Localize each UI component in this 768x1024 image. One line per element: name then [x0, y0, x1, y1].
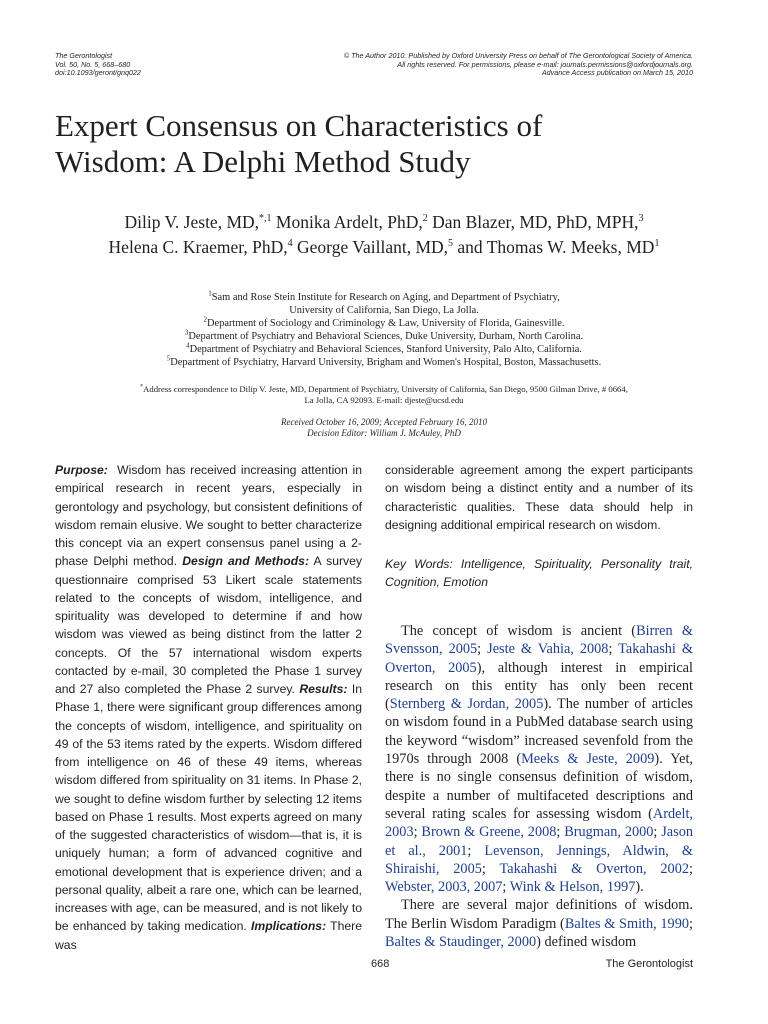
- affiliation-line: $^5$Department of Psychiatry, Harvard University, Brigham and Women's Hospital, Boston, Massachusetts.: [166, 354, 602, 368]
- author-sup: 4: [287, 238, 293, 250]
- doi: doi:10.1093/geront/gnq022: [55, 68, 141, 78]
- implications-label: Implications:: [250, 919, 327, 934]
- copyright-notice: [344, 52, 693, 78]
- citation-link[interactable]: Jeste & Vahia, 2008: [487, 641, 609, 658]
- body-text-run: ). Yet, there is no single consensus definition of wisdom, despite a number of multifaceted descriptions and several rating scales for assessing wisdom (: [385, 751, 693, 822]
- correspondence-note: *Address correspondence to Dilip V. Jeste, MD, Department of Psychiatry, University of California, San Diego, 9500 Gilman Drive, # 0664, La Jolla, CA 92093. E-mail: djeste@ucsd.edu: [140, 383, 628, 405]
- citation-link[interactable]: Webster, 2003, 2007: [385, 879, 503, 896]
- author-name: and Thomas W. Meeks, MD: [457, 237, 655, 257]
- author-sup: 2: [422, 213, 428, 225]
- author-name: Dan Blazer, MD, PhD, MPH,: [432, 212, 639, 232]
- affiliations: [60, 289, 708, 369]
- body-text-run: ;: [689, 860, 693, 877]
- body-text: [385, 622, 693, 951]
- citation-link[interactable]: Birren & Svensson, 2005: [385, 623, 693, 658]
- permissions-line: All rights reserved. For permissions, please e-mail: journals.permissions@oxfordjournals.org.: [397, 59, 693, 69]
- citation-link[interactable]: Takahashi & Overton, 2002: [499, 860, 690, 877]
- body-text-run: The concept of wisdom is ancient (: [401, 623, 637, 639]
- body-text-run: ;: [689, 915, 693, 932]
- intro-paragraph-2: [385, 896, 693, 951]
- body-text-run: ). The number of articles on wisdom found in a PubMed database search using the keyword “wisdom” increased sevenfold from the 1970s through 2008 (: [385, 696, 693, 768]
- author-name: Dilip V. Jeste, MD,: [124, 212, 260, 232]
- citation-link[interactable]: Ardelt, 2003: [385, 805, 693, 841]
- body-text-run: ).: [635, 879, 644, 896]
- title-line-2: Wisdom: A Delphi Method Study: [55, 144, 471, 179]
- author-sup: *,1: [259, 213, 272, 225]
- author-name: Monika Ardelt, PhD,: [275, 212, 423, 232]
- results-label: Results:: [299, 682, 348, 696]
- author-name: George Vaillant, MD,: [297, 237, 449, 257]
- author-sup: 5: [448, 238, 454, 250]
- citation-link[interactable]: Levenson, Jennings, Aldwin, & Shiraishi, 2005: [385, 842, 693, 877]
- author-sup: 1: [654, 238, 660, 250]
- affiliation-line: $^4$Department of Psychiatry and Behavioral Sciences, Stanford University, Palo Alto, California.: [186, 341, 582, 355]
- affiliation-line: University of California, San Diego, La Jolla.: [289, 304, 479, 316]
- page-number: 668: [371, 958, 390, 970]
- author-list: [40, 210, 728, 260]
- citation-link[interactable]: Brown & Greene, 2008: [421, 824, 557, 841]
- affiliation-line: $^1$Sam and Rose Stein Institute for Research on Aging, and Department of Psychiatry,: [208, 289, 560, 303]
- citation-link[interactable]: Takahashi & Overton, 2005: [385, 641, 693, 676]
- citation-link[interactable]: Brugman, 2000: [564, 824, 654, 841]
- intro-paragraph-1: [385, 622, 693, 896]
- citation-link[interactable]: Baltes & Smith, 1990: [564, 915, 690, 932]
- received-line: Received October 16, 2009; Accepted February 16, 2010: [280, 417, 487, 427]
- body-text-run: ;: [653, 824, 662, 841]
- article-title: [55, 108, 715, 180]
- body-text-run: ;: [477, 641, 488, 658]
- purpose-text: Wisdom has received increasing attention in empirical research in recent years, especially in gerontology and psychology, but consistent definitions of wisdom remain elusive. We sought to better characterize this concept via an expert consensus panel using a 2-phase Delphi method.: [55, 463, 362, 569]
- citation-link[interactable]: Baltes & Staudinger, 2000: [385, 934, 537, 951]
- abstract-left-column: [55, 461, 362, 954]
- citation-link[interactable]: Meeks & Jeste, 2009: [521, 751, 655, 768]
- citation-link[interactable]: Wink & Helson, 1997: [509, 879, 636, 896]
- body-text-run: ;: [608, 641, 619, 658]
- body-text-run: ), although interest in empirical research on this entity has only been recent (: [385, 659, 693, 713]
- body-text-run: There are several major definitions of wisdom. The Berlin Wisdom Paradigm (: [385, 897, 693, 932]
- purpose-label: Purpose:: [55, 463, 108, 477]
- author-name: Helena C. Kraemer, PhD,: [108, 237, 288, 257]
- body-text-run: ;: [481, 860, 500, 877]
- decision-editor: Decision Editor: William J. McAuley, PhD: [307, 428, 461, 438]
- body-text-run: ;: [502, 879, 510, 896]
- journal-volume: Vol. 50, No. 5, 668–680: [55, 59, 131, 69]
- body-text-run: ;: [556, 824, 565, 841]
- running-footer: The Gerontologist: [605, 958, 693, 970]
- title-line-1: Expert Consensus on Characteristics of: [55, 108, 543, 143]
- results-text: In Phase 1, there were significant group differences among the concepts of wisdom, intelligence, and spirituality on 49 of the 53 items rated by the experts. Wisdom differed from intelligence on 46 of these 49 items, whereas wisdom differed from spirituality on 31 items. In Phase 2, we sought to define wisdom further by selecting 12 items based on Phase 1 results. Most experts agreed on many of the suggested characteristics of wisdom—that is, it is uniquely human; a form of advanced cognitive and emotional development that is experience driven; and a personal quality, albeit a rare one, which can be learned, increases with age, can be measured, and is not likely to be enhanced by taking medication.: [55, 682, 362, 934]
- body-text-run: ) defined wisdom: [536, 934, 637, 951]
- methods-label: Design and Methods:: [182, 554, 310, 569]
- body-text-run: ;: [413, 824, 422, 841]
- body-text-run: ;: [467, 842, 485, 859]
- keywords: [385, 555, 693, 592]
- copyright-line: © The Author 2010. Published by Oxford University Press on behalf of The Gerontological Society of America.: [343, 51, 693, 60]
- received-dates: [60, 417, 708, 439]
- citation-link[interactable]: Jason et al., 2001: [385, 824, 694, 859]
- keywords-label: Key Words:: [385, 557, 453, 571]
- journal-meta: [55, 52, 141, 78]
- affiliation-line: $^2$Department of Sociology and Criminology & Law, University of Florida, Gainesville.: [203, 315, 565, 329]
- methods-text: A survey questionnaire comprised 53 Likert scale statements related to the concepts of wisdom, intelligence, and spirituality was developed to determine if and how wisdom was viewed as being distinct from the latter 2 concepts. Of the 57 international wisdom experts contacted by e-mail, 30 completed the Phase 1 survey and 27 also completed the Phase 2 survey.: [55, 554, 362, 696]
- abstract-continued: considerable agreement among the expert participants on wisdom being a distinct entity and a number of its characteristic qualities. These data should help in designing additional empirical research on wisdom.: [385, 463, 693, 532]
- implications-text: There was: [55, 919, 362, 952]
- author-sup: 3: [638, 213, 644, 225]
- journal-name: The Gerontologist: [55, 51, 113, 60]
- affiliation-line: $^3$Department of Psychiatry and Behavioral Sciences, Duke University, Durham, North Carolina.: [184, 328, 584, 342]
- advance-access-line: Advance Access publication on March 15, 2010: [541, 68, 693, 78]
- keywords-text: Intelligence, Spirituality, Personality trait, Cognition, Emotion: [385, 557, 693, 590]
- citation-link[interactable]: Sternberg & Jordan, 2005: [389, 696, 544, 713]
